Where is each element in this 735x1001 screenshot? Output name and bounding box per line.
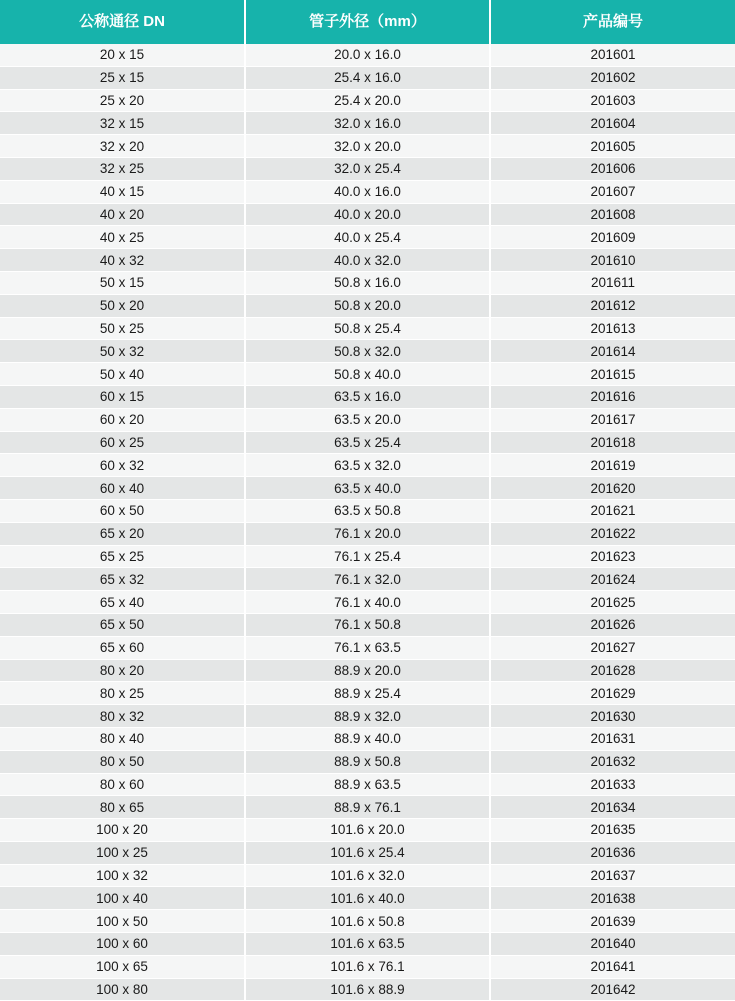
cell-nominal-diameter: 80 x 60 bbox=[0, 773, 245, 796]
cell-pipe-outer-diameter: 101.6 x 63.5 bbox=[245, 933, 490, 956]
table-row bbox=[0, 294, 735, 317]
cell-pipe-outer-diameter: 25.4 x 16.0 bbox=[245, 66, 490, 89]
table-row bbox=[0, 477, 735, 500]
cell-nominal-diameter: 50 x 32 bbox=[0, 340, 245, 363]
cell-product-code: 201613 bbox=[490, 317, 735, 340]
cell-nominal-diameter: 80 x 40 bbox=[0, 727, 245, 750]
cell-pipe-outer-diameter: 32.0 x 16.0 bbox=[245, 112, 490, 135]
cell-pipe-outer-diameter: 88.9 x 32.0 bbox=[245, 705, 490, 728]
cell-product-code: 201601 bbox=[490, 44, 735, 66]
cell-pipe-outer-diameter: 63.5 x 32.0 bbox=[245, 454, 490, 477]
cell-pipe-outer-diameter: 76.1 x 50.8 bbox=[245, 613, 490, 636]
table-row bbox=[0, 636, 735, 659]
cell-product-code: 201627 bbox=[490, 636, 735, 659]
cell-pipe-outer-diameter: 63.5 x 16.0 bbox=[245, 385, 490, 408]
table-row bbox=[0, 499, 735, 522]
table-row bbox=[0, 613, 735, 636]
cell-pipe-outer-diameter: 76.1 x 63.5 bbox=[245, 636, 490, 659]
cell-pipe-outer-diameter: 50.8 x 20.0 bbox=[245, 294, 490, 317]
cell-nominal-diameter: 25 x 15 bbox=[0, 66, 245, 89]
table-row bbox=[0, 682, 735, 705]
cell-pipe-outer-diameter: 76.1 x 32.0 bbox=[245, 568, 490, 591]
cell-pipe-outer-diameter: 32.0 x 25.4 bbox=[245, 157, 490, 180]
table-row bbox=[0, 933, 735, 956]
cell-nominal-diameter: 50 x 40 bbox=[0, 363, 245, 386]
cell-pipe-outer-diameter: 101.6 x 76.1 bbox=[245, 955, 490, 978]
table-row bbox=[0, 522, 735, 545]
table-row bbox=[0, 431, 735, 454]
cell-nominal-diameter: 20 x 15 bbox=[0, 44, 245, 66]
cell-pipe-outer-diameter: 101.6 x 25.4 bbox=[245, 841, 490, 864]
table-row bbox=[0, 112, 735, 135]
cell-pipe-outer-diameter: 40.0 x 32.0 bbox=[245, 249, 490, 272]
cell-product-code: 201611 bbox=[490, 271, 735, 294]
table-row bbox=[0, 271, 735, 294]
cell-nominal-diameter: 100 x 40 bbox=[0, 887, 245, 910]
cell-nominal-diameter: 60 x 40 bbox=[0, 477, 245, 500]
cell-product-code: 201616 bbox=[490, 385, 735, 408]
cell-nominal-diameter: 65 x 20 bbox=[0, 522, 245, 545]
cell-product-code: 201629 bbox=[490, 682, 735, 705]
cell-product-code: 201624 bbox=[490, 568, 735, 591]
cell-nominal-diameter: 100 x 65 bbox=[0, 955, 245, 978]
cell-nominal-diameter: 32 x 25 bbox=[0, 157, 245, 180]
cell-product-code: 201623 bbox=[490, 545, 735, 568]
cell-product-code: 201604 bbox=[490, 112, 735, 135]
cell-product-code: 201603 bbox=[490, 89, 735, 112]
cell-product-code: 201621 bbox=[490, 499, 735, 522]
cell-pipe-outer-diameter: 88.9 x 40.0 bbox=[245, 727, 490, 750]
cell-product-code: 201634 bbox=[490, 796, 735, 819]
cell-product-code: 201614 bbox=[490, 340, 735, 363]
cell-product-code: 201628 bbox=[490, 659, 735, 682]
column-header-nominal-diameter: 公称通径 DN bbox=[0, 0, 245, 44]
cell-nominal-diameter: 65 x 40 bbox=[0, 591, 245, 614]
table-row bbox=[0, 750, 735, 773]
cell-nominal-diameter: 32 x 15 bbox=[0, 112, 245, 135]
table-row bbox=[0, 659, 735, 682]
cell-product-code: 201632 bbox=[490, 750, 735, 773]
table-row bbox=[0, 705, 735, 728]
cell-product-code: 201602 bbox=[490, 66, 735, 89]
cell-product-code: 201638 bbox=[490, 887, 735, 910]
cell-nominal-diameter: 50 x 20 bbox=[0, 294, 245, 317]
cell-nominal-diameter: 65 x 25 bbox=[0, 545, 245, 568]
cell-pipe-outer-diameter: 88.9 x 63.5 bbox=[245, 773, 490, 796]
cell-product-code: 201640 bbox=[490, 933, 735, 956]
table-row bbox=[0, 568, 735, 591]
cell-product-code: 201633 bbox=[490, 773, 735, 796]
cell-nominal-diameter: 65 x 32 bbox=[0, 568, 245, 591]
cell-product-code: 201615 bbox=[490, 363, 735, 386]
cell-pipe-outer-diameter: 101.6 x 40.0 bbox=[245, 887, 490, 910]
column-header-pipe-outer-diameter: 管子外径（mm） bbox=[245, 0, 490, 44]
table-row bbox=[0, 66, 735, 89]
table-row bbox=[0, 385, 735, 408]
cell-nominal-diameter: 60 x 15 bbox=[0, 385, 245, 408]
table-row bbox=[0, 727, 735, 750]
cell-nominal-diameter: 100 x 20 bbox=[0, 819, 245, 842]
cell-nominal-diameter: 100 x 80 bbox=[0, 978, 245, 1001]
cell-pipe-outer-diameter: 88.9 x 20.0 bbox=[245, 659, 490, 682]
cell-product-code: 201630 bbox=[490, 705, 735, 728]
cell-nominal-diameter: 80 x 20 bbox=[0, 659, 245, 682]
table-row bbox=[0, 545, 735, 568]
table-header-row bbox=[0, 0, 735, 44]
cell-product-code: 201612 bbox=[490, 294, 735, 317]
table-row bbox=[0, 864, 735, 887]
cell-product-code: 201606 bbox=[490, 157, 735, 180]
table-row bbox=[0, 408, 735, 431]
cell-pipe-outer-diameter: 63.5 x 25.4 bbox=[245, 431, 490, 454]
cell-pipe-outer-diameter: 50.8 x 25.4 bbox=[245, 317, 490, 340]
cell-pipe-outer-diameter: 63.5 x 50.8 bbox=[245, 499, 490, 522]
cell-nominal-diameter: 40 x 32 bbox=[0, 249, 245, 272]
cell-nominal-diameter: 60 x 50 bbox=[0, 499, 245, 522]
cell-nominal-diameter: 100 x 50 bbox=[0, 910, 245, 933]
table-row bbox=[0, 955, 735, 978]
table-row bbox=[0, 819, 735, 842]
table-body bbox=[0, 44, 735, 1001]
table-row bbox=[0, 773, 735, 796]
table-row bbox=[0, 89, 735, 112]
cell-nominal-diameter: 65 x 60 bbox=[0, 636, 245, 659]
table-row bbox=[0, 203, 735, 226]
cell-product-code: 201608 bbox=[490, 203, 735, 226]
cell-product-code: 201607 bbox=[490, 180, 735, 203]
cell-product-code: 201635 bbox=[490, 819, 735, 842]
table-row bbox=[0, 249, 735, 272]
cell-nominal-diameter: 80 x 32 bbox=[0, 705, 245, 728]
table-row bbox=[0, 363, 735, 386]
cell-pipe-outer-diameter: 20.0 x 16.0 bbox=[245, 44, 490, 66]
cell-pipe-outer-diameter: 40.0 x 16.0 bbox=[245, 180, 490, 203]
table-row bbox=[0, 180, 735, 203]
table-row bbox=[0, 887, 735, 910]
table-row bbox=[0, 591, 735, 614]
cell-nominal-diameter: 100 x 25 bbox=[0, 841, 245, 864]
table-row bbox=[0, 317, 735, 340]
cell-nominal-diameter: 40 x 15 bbox=[0, 180, 245, 203]
cell-product-code: 201620 bbox=[490, 477, 735, 500]
cell-nominal-diameter: 40 x 20 bbox=[0, 203, 245, 226]
column-header-product-code: 产品编号 bbox=[490, 0, 735, 44]
cell-product-code: 201642 bbox=[490, 978, 735, 1001]
cell-pipe-outer-diameter: 25.4 x 20.0 bbox=[245, 89, 490, 112]
table-header bbox=[0, 0, 735, 44]
cell-nominal-diameter: 32 x 20 bbox=[0, 135, 245, 158]
cell-product-code: 201618 bbox=[490, 431, 735, 454]
cell-pipe-outer-diameter: 63.5 x 40.0 bbox=[245, 477, 490, 500]
table-row bbox=[0, 841, 735, 864]
cell-pipe-outer-diameter: 101.6 x 32.0 bbox=[245, 864, 490, 887]
cell-product-code: 201610 bbox=[490, 249, 735, 272]
cell-product-code: 201622 bbox=[490, 522, 735, 545]
table-row bbox=[0, 910, 735, 933]
cell-nominal-diameter: 50 x 15 bbox=[0, 271, 245, 294]
cell-pipe-outer-diameter: 101.6 x 88.9 bbox=[245, 978, 490, 1001]
table-row bbox=[0, 454, 735, 477]
cell-pipe-outer-diameter: 32.0 x 20.0 bbox=[245, 135, 490, 158]
cell-nominal-diameter: 65 x 50 bbox=[0, 613, 245, 636]
cell-pipe-outer-diameter: 63.5 x 20.0 bbox=[245, 408, 490, 431]
cell-product-code: 201617 bbox=[490, 408, 735, 431]
cell-nominal-diameter: 100 x 60 bbox=[0, 933, 245, 956]
cell-product-code: 201639 bbox=[490, 910, 735, 933]
cell-pipe-outer-diameter: 101.6 x 50.8 bbox=[245, 910, 490, 933]
cell-nominal-diameter: 40 x 25 bbox=[0, 226, 245, 249]
cell-nominal-diameter: 80 x 25 bbox=[0, 682, 245, 705]
table-row bbox=[0, 978, 735, 1001]
cell-pipe-outer-diameter: 50.8 x 40.0 bbox=[245, 363, 490, 386]
cell-pipe-outer-diameter: 76.1 x 20.0 bbox=[245, 522, 490, 545]
table-row bbox=[0, 157, 735, 180]
cell-product-code: 201625 bbox=[490, 591, 735, 614]
cell-nominal-diameter: 80 x 50 bbox=[0, 750, 245, 773]
cell-product-code: 201636 bbox=[490, 841, 735, 864]
cell-nominal-diameter: 50 x 25 bbox=[0, 317, 245, 340]
cell-pipe-outer-diameter: 76.1 x 25.4 bbox=[245, 545, 490, 568]
cell-nominal-diameter: 100 x 32 bbox=[0, 864, 245, 887]
cell-pipe-outer-diameter: 88.9 x 50.8 bbox=[245, 750, 490, 773]
table-row bbox=[0, 340, 735, 363]
table-row bbox=[0, 135, 735, 158]
cell-product-code: 201619 bbox=[490, 454, 735, 477]
cell-pipe-outer-diameter: 40.0 x 25.4 bbox=[245, 226, 490, 249]
cell-pipe-outer-diameter: 40.0 x 20.0 bbox=[245, 203, 490, 226]
cell-pipe-outer-diameter: 88.9 x 76.1 bbox=[245, 796, 490, 819]
cell-pipe-outer-diameter: 50.8 x 32.0 bbox=[245, 340, 490, 363]
cell-product-code: 201641 bbox=[490, 955, 735, 978]
table-row bbox=[0, 226, 735, 249]
cell-product-code: 201609 bbox=[490, 226, 735, 249]
cell-pipe-outer-diameter: 101.6 x 20.0 bbox=[245, 819, 490, 842]
cell-product-code: 201631 bbox=[490, 727, 735, 750]
cell-nominal-diameter: 60 x 32 bbox=[0, 454, 245, 477]
cell-product-code: 201626 bbox=[490, 613, 735, 636]
cell-pipe-outer-diameter: 50.8 x 16.0 bbox=[245, 271, 490, 294]
table-row bbox=[0, 44, 735, 66]
cell-nominal-diameter: 60 x 25 bbox=[0, 431, 245, 454]
cell-product-code: 201637 bbox=[490, 864, 735, 887]
cell-nominal-diameter: 80 x 65 bbox=[0, 796, 245, 819]
cell-pipe-outer-diameter: 76.1 x 40.0 bbox=[245, 591, 490, 614]
cell-nominal-diameter: 60 x 20 bbox=[0, 408, 245, 431]
cell-product-code: 201605 bbox=[490, 135, 735, 158]
cell-pipe-outer-diameter: 88.9 x 25.4 bbox=[245, 682, 490, 705]
table-row bbox=[0, 796, 735, 819]
cell-nominal-diameter: 25 x 20 bbox=[0, 89, 245, 112]
